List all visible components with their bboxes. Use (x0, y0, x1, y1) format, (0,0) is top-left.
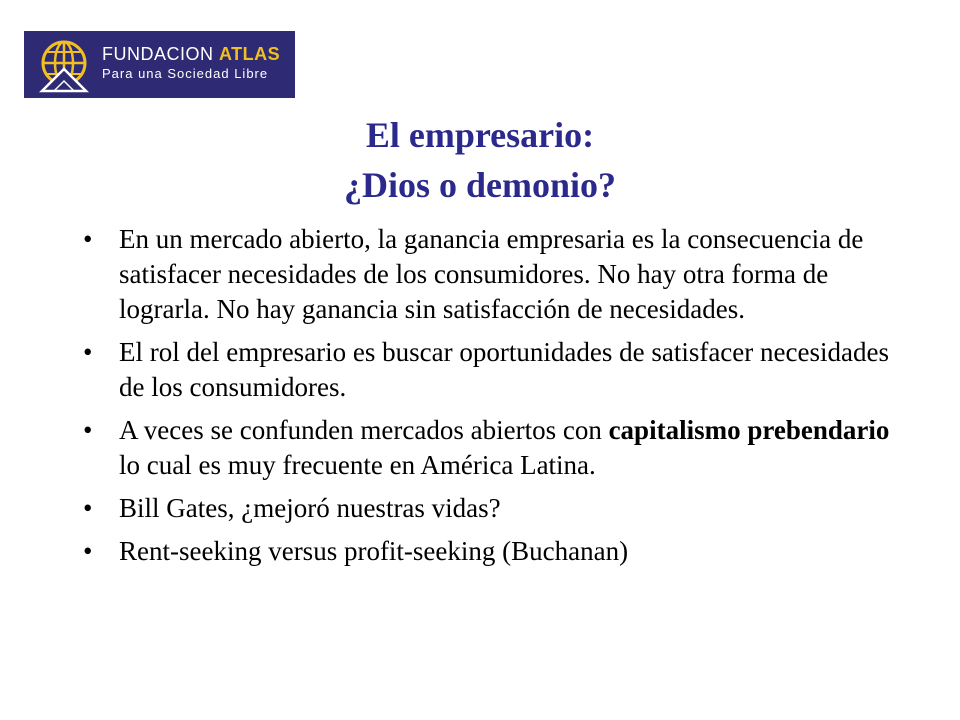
logo-name-part2: ATLAS (219, 44, 281, 64)
bullet-list (83, 222, 903, 577)
bullet-dot: • (83, 536, 93, 566)
fundacion-atlas-logo (24, 31, 295, 98)
bullet-dot: • (83, 224, 93, 254)
bullet-item (83, 413, 903, 483)
bullet-text: Rent-seeking versus profit-seeking (Buchanan) (119, 536, 629, 566)
bullet-item (83, 491, 903, 526)
slide-title (0, 110, 960, 210)
bullet-text: El rol del empresario es buscar oportunidades de satisfacer necesidades de los consumidores. (119, 337, 889, 402)
bullet-text-post: lo cual es muy frecuente en América Latina. (119, 450, 596, 480)
bullet-text: En un mercado abierto, la ganancia empresaria es la consecuencia de satisfacer necesidades de los consumidores. No hay otra forma de lograrla. No hay ganancia sin satisfacción de necesidades. (119, 224, 864, 324)
logo-name (102, 43, 280, 65)
logo-name-part1: FUNDACION (102, 44, 214, 64)
bullet-dot: • (83, 337, 93, 367)
bullet-item (83, 335, 903, 405)
bullet-bold-capitalismo: capitalismo (608, 415, 741, 445)
bullet-item (83, 534, 903, 569)
bullet-bold-prebendario: prebendario (747, 415, 890, 445)
logo-text (102, 43, 280, 83)
bullet-dot: • (83, 493, 93, 523)
bullet-text: Bill Gates, ¿mejoró nuestras vidas? (119, 493, 501, 523)
bullet-text-pre: A veces se confunden mercados abiertos con (119, 415, 609, 445)
bullet-item (83, 222, 903, 327)
globe-mountain-icon (36, 37, 92, 93)
logo-tagline: Para una Sociedad Libre (102, 66, 269, 81)
slide-title-line1: El empresario: (365, 115, 595, 155)
bullet-dot: • (83, 415, 93, 445)
slide-title-line2: ¿Dios o demonio? (343, 165, 617, 205)
